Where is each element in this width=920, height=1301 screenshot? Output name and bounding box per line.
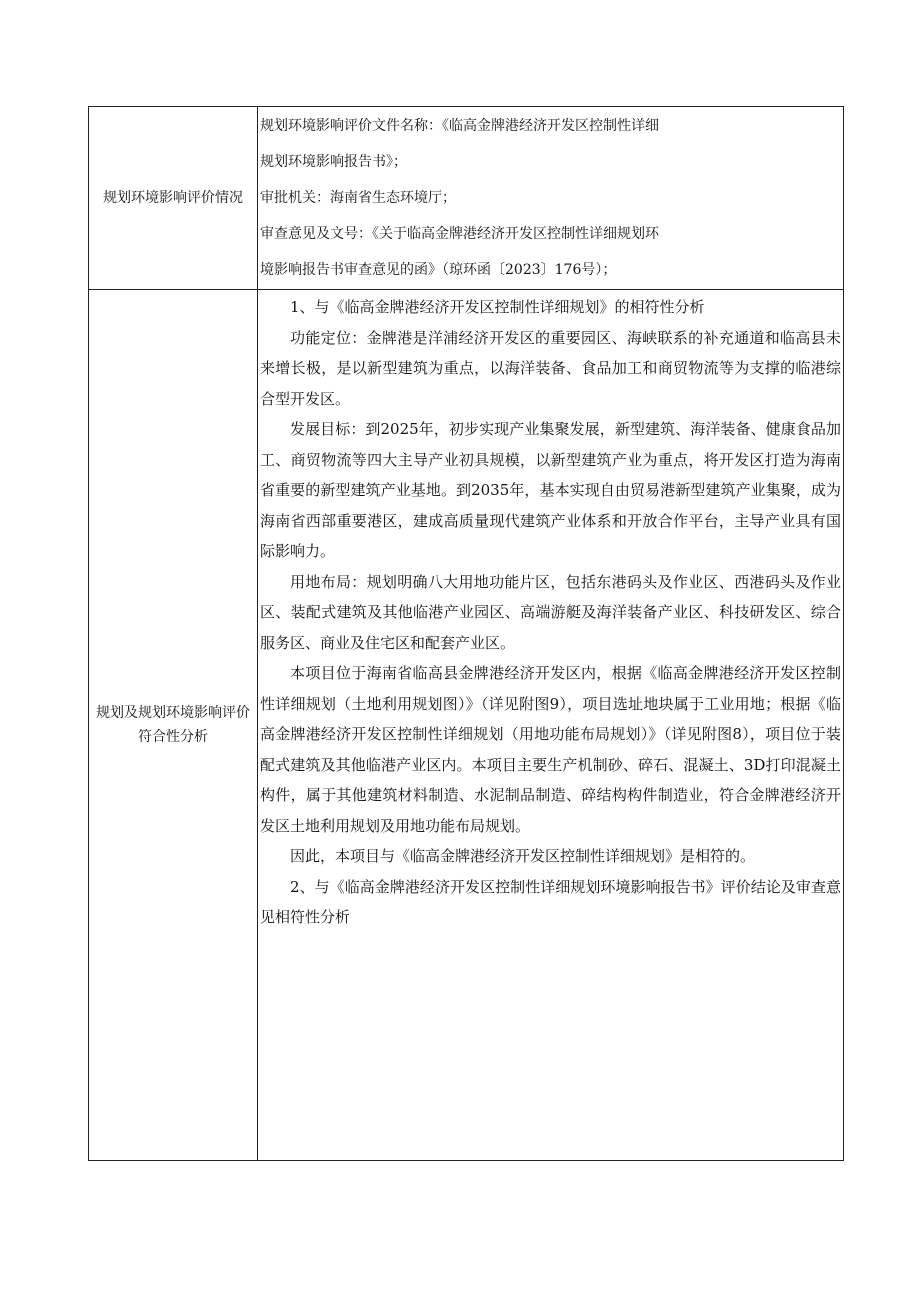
row-label-cell [89, 290, 258, 1161]
development-goal-paragraph: 发展目标：到2025年，初步实现产业集聚发展，新型建筑、海洋装备、健康食品加工、商贸物流等四大主导产业初具规模，以新型建筑产业为重点，将开发区打造为海南省重要的新型建筑产业基地。到2035年，基本实现自由贸易港新型建筑产业集聚，成为海南省西部重要港区，建成高质量现代建筑产业体系和开放合作平台，主导产业具有国际影响力。 [260, 420, 841, 560]
section-heading-2: 2、与《临高金牌港经济开发区控制性详细规划环境影响报告书》评价结论及审查意见相符性分析 [260, 877, 841, 926]
row-label: 规划环境影响评价情况 [103, 190, 243, 206]
row-label-cell [89, 107, 258, 290]
document-name-line: 规划环境影响评价文件名称：《临高金牌港经济开发区控制性详细 [260, 118, 659, 134]
review-opinion-line: 审查意见及文号：《关于临高金牌港经济开发区控制性详细规划环 [260, 226, 659, 242]
review-opinion-line-cont: 境影响报告书审查意见的函》（琼环函〔2023〕176号）； [260, 262, 617, 278]
conformity-analysis-cell [258, 290, 844, 1161]
table-row [89, 107, 844, 290]
section-heading-1: 1、与《临高金牌港经济开发区控制性详细规划》的相符性分析 [290, 298, 705, 316]
approval-authority-line: 审批机关：海南省生态环境厅； [260, 190, 456, 206]
land-layout-paragraph: 用地布局：规划明确八大用地功能片区，包括东港码头及作业区、西港码头及作业区、装配式建筑及其他临港产业园区、高端游艇及海洋装备产业区、科技研发区、综合服务区、商业及住宅区和配套产业区。 [260, 572, 841, 652]
assessment-info-cell [258, 107, 844, 290]
table-row [89, 290, 844, 1161]
document-name-line-cont: 规划环境影响报告书》； [260, 154, 407, 170]
function-positioning-paragraph: 功能定位：金牌港是洋浦经济开发区的重要园区、海峡联系的补充通道和临高县未来增长极，是以新型建筑为重点，以海洋装备、食品加工和商贸物流等为支撑的临港综合型开发区。 [260, 328, 841, 408]
environmental-assessment-table [88, 106, 844, 1161]
row-label: 规划及规划环境影响评价符合性分析 [96, 705, 250, 745]
project-location-paragraph: 本项目位于海南省临高县金牌港经济开发区内，根据《临高金牌港经济开发区控制性详细规划（土地利用规划图）》（详见附图9），项目选址地块属于工业用地；根据《临高金牌港经济开发区控制性详细规划（用地功能布局规划）》（详见附图8），项目位于装配式建筑及其他临港产业区内。本项目主要生产机制砂、碎石、混凝土、3D打印混凝土构件，属于其他建筑材料制造、水泥制品制造、碎结构构件制造业，符合金牌港经济开发区土地利用规划及用地功能布局规划。 [260, 664, 841, 835]
conclusion-paragraph: 因此，本项目与《临高金牌港经济开发区控制性详细规划》是相符的。 [290, 847, 756, 865]
